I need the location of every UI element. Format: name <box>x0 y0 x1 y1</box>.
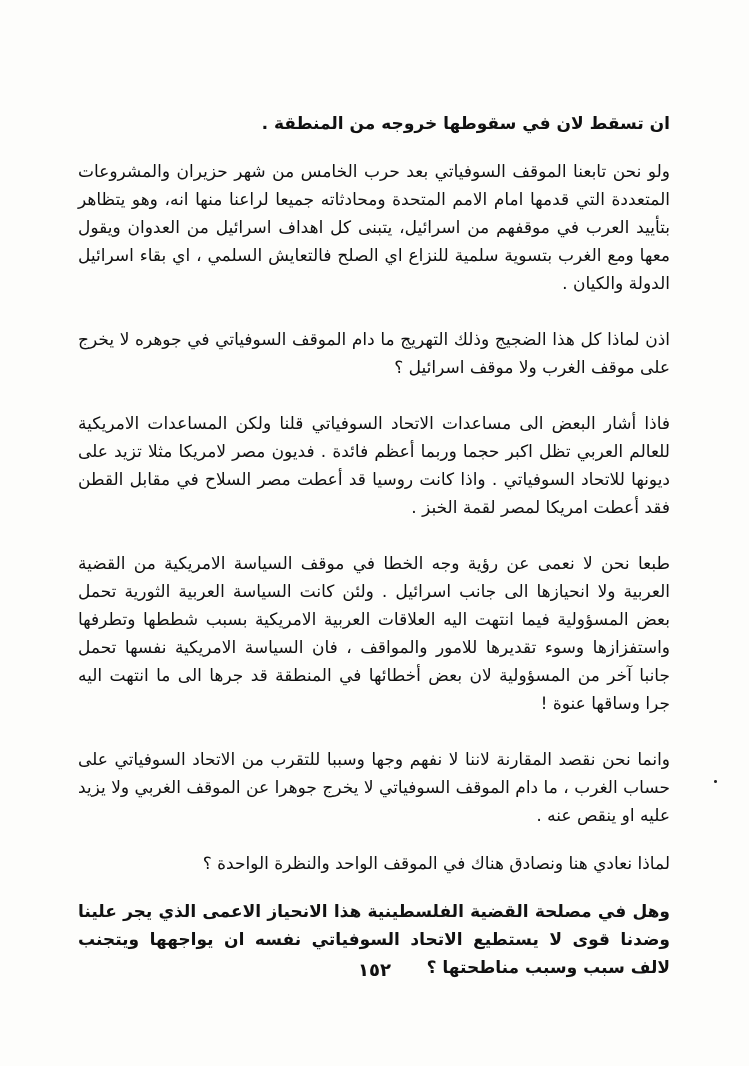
paragraph-2: ولو نحن تابعنا الموقف السوفياتي بعد حرب الخامس من شهر حزيران والمشروعات المتعددة التي قدمها امام الامم المتحدة ومحادثاته جميعا لراعنا منها انه، وهو يتظاهر بتأييد العرب في موقفهم من اسرائيل، يتبنى كل اهداف اسرائيل من العدوان ويقول معها ومع الغرب بتسوية سلمية للنزاع اي الصلح فالتعايش السلمي ، اي بقاء اسرائيل الدولة والكيان . <box>78 162 670 294</box>
paragraph-4: فاذا أشار البعض الى مساعدات الاتحاد السوفياتي قلنا ولكن المساعدات الامريكية للعالم العربي تظل اكبر حجما وربما أعظم فائدة . فديون مصر لامريكا مثلا تزيد على ديونها للاتحاد السوفياتي . واذا كانت روسيا قد أعطت مصر السلاح في مقابل القطن فقد أعطت امريكا لمصر لقمة الخبز . <box>78 414 670 518</box>
paragraph-spacer <box>78 878 670 898</box>
page-body <box>78 110 670 982</box>
paragraph-7: لماذا نعادي هنا ونصادق هناك في الموقف الواحد والنظرة الواحدة ؟ <box>202 854 670 874</box>
paragraph-5: طبعا نحن لا نعمى عن رؤية وجه الخطا في موقف السياسة الامريكية من القضية العربية ولا انحيازها الى جانب اسرائيل . ولئن كانت السياسة العربية الثورية تحمل بعض المسؤولية فيما انتهت اليه العلاقات العربية الامريكية بسبب شططها وتطرفها واستفزازها وسوء تقديرها للامور والمواقف ، فان السياسة الامريكية نفسها تحمل جانبا آخر من المسؤولية لان بعض أخطائها في المنطقة قد جرها الى ما انتهت اليه جرا وساقها عنوة ! <box>78 554 670 714</box>
paragraph-3: اذن لماذا كل هذا الضجيج وذلك التهريج ما دام الموقف السوفياتي في جوهره لا يخرج على موقف الغرب ولا موقف اسرائيل ؟ <box>78 330 670 378</box>
page-number: ١٥٢ <box>358 960 391 981</box>
paragraph-spacer <box>78 718 670 746</box>
paragraph-spacer <box>78 522 670 550</box>
paragraph-spacer <box>78 138 670 158</box>
paragraph-6: وانما نحن نقصد المقارنة لاننا لا نفهم وجها وسببا للتقرب من الاتحاد السوفياتي على حساب الغرب ، ما دام الموقف السوفياتي لا يخرج جوهرا عن الموقف الغربي ولا يزيد عليه او ينقص عنه . <box>78 750 670 826</box>
paragraph-spacer <box>78 298 670 326</box>
paragraph-1: ان تسقط لان في سقوطها خروجه من المنطقة . <box>261 114 670 134</box>
scan-speck <box>714 780 717 783</box>
paragraph-spacer <box>78 382 670 410</box>
paragraph-spacer <box>78 830 670 850</box>
paragraph-8: وهل في مصلحة القضية الفلسطينية هذا الانحياز الاعمى الذي يجر علينا وضدنا قوى لا يستطيع الاتحاد السوفياتي نفسه ان يواجهها ويتجنب لالف سبب وسبب مناطحتها ؟ <box>78 902 670 978</box>
